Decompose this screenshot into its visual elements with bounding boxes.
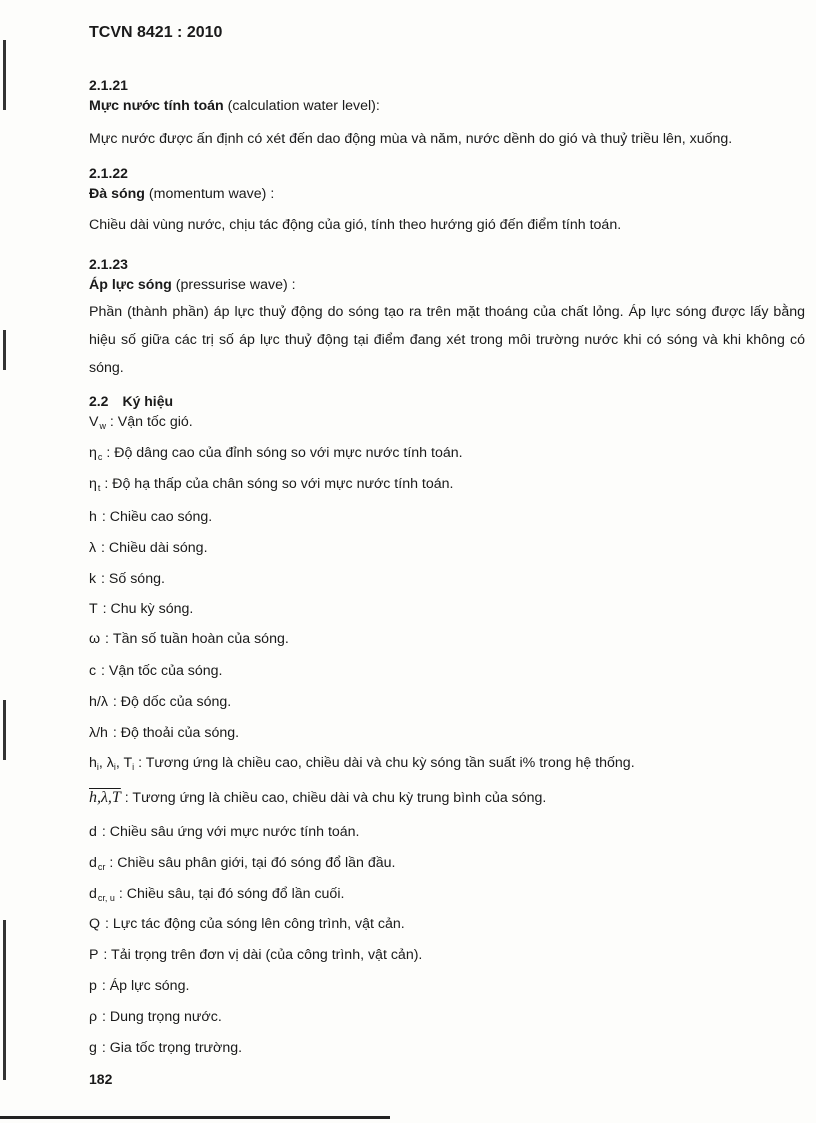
symbol-row: λ/h : Độ thoải của sóng. <box>89 725 240 741</box>
term-name: Mực nước tính toán <box>89 98 224 114</box>
symbol-row: ω : Tần số tuần hoàn của sóng. <box>89 631 289 647</box>
section-number: 2.1.21 <box>89 77 128 93</box>
symbol-row: k : Số sóng. <box>89 571 165 587</box>
symbol-row: λ : Chiều dài sóng. <box>89 540 208 556</box>
term-line <box>89 186 274 202</box>
symbol-row: $d_{cr}$ : Chiều sâu phân giới, tại đó sóng đổ lần đầu. <box>89 855 396 872</box>
symbol-row: $d_{cr, u}$ : Chiều sâu, tại đó sóng đổ lần cuối. <box>89 886 345 903</box>
document-header: TCVN 8421 : 2010 <box>89 24 223 41</box>
term-definition: Phần (thành phần) áp lực thuỷ động do sóng tạo ra trên mặt thoáng của chất lỏng. Áp lực sóng được lấy bằng hiệu số giữa các trị số áp lực thuỷ động tại điểm đang xét trong môi trường nước khi có sóng và khi không có sóng. <box>89 304 805 376</box>
symbols-heading-title: Ký hiệu <box>122 393 174 409</box>
symbol-row: $\eta_t$ : Độ hạ thấp của chân sóng so với mực nước tính toán. <box>89 476 454 493</box>
term-definition: Chiều dài vùng nước, chịu tác động của gió, tính theo hướng gió đến điểm tính toán. <box>89 217 622 233</box>
symbol-row: P : Tải trọng trên đơn vị dài (của công trình, vật cản). <box>89 947 423 963</box>
term-english: (momentum wave) : <box>144 186 275 202</box>
term-english: (calculation water level): <box>223 98 380 114</box>
symbol-row: Q : Lực tác động của sóng lên công trình, vật cản. <box>89 916 405 932</box>
mean-symbols: h,λ,T <box>89 789 121 806</box>
section-number: 2.1.22 <box>89 165 128 181</box>
symbol-row: h,λ,T : Tương ứng là chiều cao, chiều dài và chu kỳ trung bình của sóng. <box>89 789 547 806</box>
symbol-row: h : Chiều cao sóng. <box>89 509 213 525</box>
symbol-row: T : Chu kỳ sóng. <box>89 601 194 617</box>
symbol-row: $h_i$, $\lambda_i$, $T_i$ : Tương ứng là chiều cao, chiều dài và chu kỳ sóng tần suất i% trong hệ thống. <box>89 755 635 772</box>
symbol-row: c : Vận tốc của sóng. <box>89 663 223 679</box>
term-english: (pressurise wave) : <box>171 277 296 293</box>
symbol-row: $\eta_c$ : Độ dâng cao của đỉnh sóng so với mực nước tính toán. <box>89 445 463 462</box>
symbols-heading-number: 2.2 <box>89 393 109 409</box>
section-number: 2.1.23 <box>89 256 128 272</box>
symbol-row: h/λ : Độ dốc của sóng. <box>89 694 232 710</box>
term-definition: Mực nước được ấn định có xét đến dao động mùa và năm, nước dềnh do gió và thuỷ triều lên, xuống. <box>89 131 733 147</box>
symbol-row: d : Chiều sâu ứng với mực nước tính toán. <box>89 824 360 840</box>
term-line <box>89 277 296 293</box>
symbol-row: p : Áp lực sóng. <box>89 978 190 994</box>
term-name: Áp lực sóng <box>89 277 172 293</box>
scan-bottom-edge <box>0 1116 390 1119</box>
term-line <box>89 98 380 114</box>
term-name: Đà sóng <box>89 186 145 202</box>
symbol-row: $V_w$ : Vận tốc gió. <box>89 414 193 431</box>
symbols-heading <box>89 393 173 409</box>
symbol-row: ρ : Dung trọng nước. <box>89 1009 222 1025</box>
symbol-row: g : Gia tốc trọng trường. <box>89 1040 243 1056</box>
scan-edge-marks <box>0 0 14 1123</box>
page-number: 182 <box>89 1071 113 1087</box>
